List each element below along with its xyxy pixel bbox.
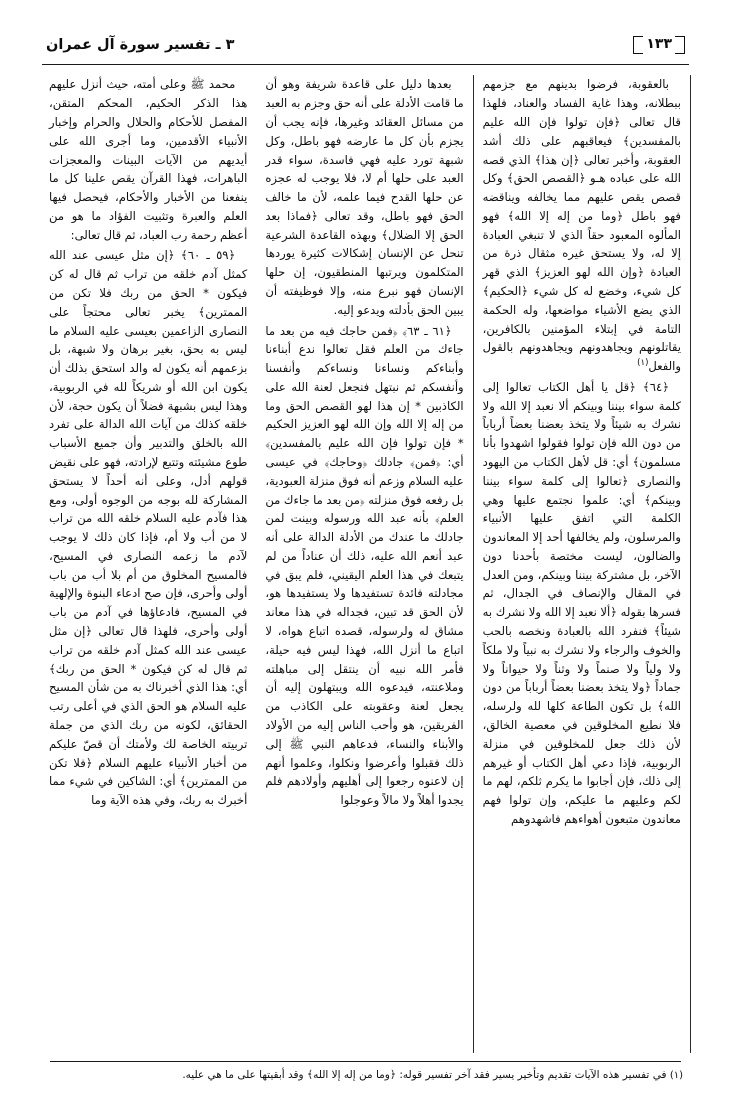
footnote-marker: (١) [669, 1070, 683, 1082]
footnote-divider [50, 1061, 681, 1062]
paragraph: محمد ﷺ وعلى أمته، حيث أنزل عليهم هذا الذكر الحكيم، المحكم المتقن، المفصل للأحكام والحلال والحرام وإخبار الأنبياء الأقدمين، وما أجرى الله على أيديهم من الآيات البينات والمعجزات الباهرات، فهذا القرآن يقص علينا كل ما ينفعنا من الأخبار والأحكام، فيحصل فيها العلم والعبرة وتثبيت الفؤاد ما هو من أعظم رحمة رب العباد، ثم قال تعالى: [49, 77, 248, 242]
paragraph: بالعقوبة، فرضوا بدينهم مع جزمهم ببطلانه، وهذا غاية الفساد والعناد، فلهذا قال تعالى ﴿فإن تولوا فإن الله عليم بالمفسدين﴾ فيعاقبهم على ذلك أشد العقوبة، وأخبر تعالى ﴿إن هذا﴾ الذي قصه الله على عباده هـو ﴿القصص الحق﴾ وكل قصص يقص عليهم مما يخالفه ويناقضه فهو باطل ﴿وما من إله إلا الله﴾ فهو المألوه المعبود حقاً الذي لا تنبغي العبادة إلا له، ولا يستحق غيره مثقال ذرة من العبادة ﴿وإن الله لهو العزيز﴾ الذي قهر كل شيء، وخضع له كل شيء ﴿الحكيم﴾ الذي يضع الأشياء مواضعها، وله الحكمة التامة في إبتلاء المؤمنين بالكافرين، يقاتلونهم ويجاهدونهم ويجاهدونهم بالقول والفعل$^{(١)}$ [482, 77, 681, 374]
column-left [474, 75, 691, 1053]
footnote-section [40, 1061, 691, 1084]
footnote-line [48, 1068, 683, 1084]
footnote-text: في تفسير هذه الآيات تقديم وتأخير يسير فقد آخر تفسير قوله: ﴿وما من إله إلا الله﴾ وقد أبقيتها على ما هي عليه. [182, 1069, 667, 1082]
text-columns [40, 75, 691, 1053]
page-header [40, 36, 691, 60]
paragraph: ﴿٦٤﴾ ﴿قل يا أهل الكتاب تعالوا إلى كلمة سواء بيننا وبينكم ألا نعبد إلا الله ولا نشرك به شيئاً ولا يتخذ بعضنا بعضاً أرباباً من دون الله فإن تولوا فقولوا اشهدوا بأنا مسلمون﴾ أي: قل لأهل الكتاب من اليهود والنصارى ﴿تعالوا إلى كلمة سواء بيننا وبينكم﴾ أي: علموا نجتمع عليها وهي الكلمة التي اتفق عليها الأنبياء والمرسلون، ولم يخالفها أحد إلا المعاندون والضالون، ليست مختصة بأحدنا دون الآخر، بل مشتركة بيننا وبينكم، ومن العدل في المقال والإنصاف في الجدال، ثم فسرها بقوله ﴿ألا نعبد إلا الله ولا نشرك به شيئاً﴾ فنفرد الله بالعبادة ونخصه بالحب والخوف والرجاء ولا نشرك به نبياً ولا ملكاً ولا ولياً ولا صنماً ولا وثناً ولا حيواناً ولا جماداً ﴿ولا يتخذ بعضنا بعضاً أرباباً من دون الله﴾ بل تكون الطاعة كلها لله ولرسله، فلا نطيع المخلوقين في معصية الخالق، لأن ذلك جعل للمخلوقين في منزلة الربوبية، فإذا دعي أهل الكتاب أو غيرهم إلى ذلك، فإن أجابوا ما يكرم ثلكم، لهم ما لكم وعليهم ما عليكم، وإن تولوا فهم معاندون متبعون أهواءهم فاشهدوهم [482, 379, 681, 826]
page-number: ١٣٣ [633, 36, 685, 54]
header-divider [42, 64, 689, 65]
paragraph: ﴿٦١ ـ ٦٣﴾ ﴿فمن حاجك فيه من بعد ما جاءك من العلم فقل تعالوا ندع أبناءنا وأبناءكم ونساءنا ونساءكم وأنفسنا وأنفسكم ثم نبتهل فنجعل لعنة الله على الكاذبين * إن هذا لهو القصص الحق وما من إله إلا الله وإن الله لهو العزيز الحكيم * فإن تولوا فإن الله عليم بالمفسدين﴾ أي: ﴿فمن﴾ جادلك ﴿وحاجك﴾ في عيسى عليه السلام وزعم أنه فوق منزلة العبودية، بل رفعه فوق منزلته ﴿من بعد ما جاءك من العلم﴾ بأنه عبد الله ورسوله وبينت لمن جادلك ما عندك من الأدلة الدالة على أنه عبد أنعم الله عليه، ذلك أن عناداً من لم يتبعك في هذا العلم اليقيني، فلم يبق في مجادلته فائدة تستفيدها ولا يستفيدها هو، لأن الحق قد تبين، فجداله في هذا معاند مشاق له ولرسوله، قصده اتباع هواه، لا اتباع ما أنزل الله، فهذا ليس فيه حيلة، فأمر الله نبيه أن ينتقل إلى مباهلته وملاعنته، فيدعوه الله ويبتهلون إليه أن يجعل لعنة وعقوبته على الكاذب من الفريقين، هو وأحب الناس إليه من الأولاد والأبناء والنساء، فدعاهم النبي ﷺ إلى ذلك فقبلوا وأعرضوا ونكلوا، وعلموا أنهم إن لاعنوه رجعوا إلى أهليهم وأولادهم فلم يجدوا أهلاً ولا مالاً وعوجلوا [265, 323, 464, 808]
column-middle [256, 75, 473, 1053]
page-header-title: ٣ ـ تفسير سورة آل عمران [46, 37, 235, 54]
paragraph: ﴿٥٩ ـ ٦٠﴾ ﴿إن مثل عيسى عند الله كمثل آدم خلقه من تراب ثم قال له كن فيكون * الحق من ربك فلا تكن من الممترين﴾ يخبر تعالى محتجاً على النصارى الزاعمين بعيسى عليه السلام ما ليس به بحق، بغير برهان ولا شبهة، بل بزعمهم أنه يكون له والد استحق بذلك أن يكون ابن الله أو شريكاً لله في الربوبية، وهذا ليس بشبهة فضلاً أن يكون حجة، لأن خلقه كذلك من آيات الله الدالة على تفرد الله بالخلق والتدبير وأن جميع الأسباب طوع مشيئته وتتبع لإرادته، فهو على نقيض قولهم أدل، وعلى أنه أحداً لا يستحق المشاركة لله بوجه من الوجوه أولى، ومع هذا فآدم عليه السلام خلقه الله من تراب لا من أب ولا أم، فإذا كان ذلك لا يوجب لآدم ما زعمه النصارى في المسيح، فالمسيح المخلوق من أم بلا أب من باب أولى وأحرى، فإن صح ادعاء البنوة والإلهية في المسيح، فادعاؤها في آدم من باب أولى وأحرى، فلهذا قال تعالى ﴿إن مثل عيسى عند الله كمثل آدم خلقه من تراب ثم قال له كن فيكون * الحق من ربك﴾ أي: هذا الذي أخبرناك به من شأن المسيح عليه السلام هو الحق الذي في أعلى رتب الحقائق، لكونه من ربك الذي من جملة تربيته الخاصة لك ولأمتك أن قصّ عليكم من أخبار الأنبياء عليهم السلام ﴿فلا تكن من الممترين﴾ أي: الشاكين في شيء مما أخبرك به ربك، وفي هذه الآية وما [49, 248, 248, 808]
paragraph: بعدها دليل على قاعدة شريفة وهو أن ما قامت الأدلة على أنه حق وجزم به العبد من مسائل العقائد وغيرها، فإنه يجب أن يجزم بأن كل ما عارضه فهو باطل، وكل شبهة تورد عليه فهي فاسدة، سواء قدر العبد على حلها أم لا، فلا يوجب له عجزه عن حلها القدح فيما علمه، لأن ما خالف الحق فهو باطل، وقد تعالى ﴿فماذا بعد الحق إلا الضلال﴾ وبهذه القاعدة الشرعية تنحل عن الإنسان إشكالات كثيرة يوردها المتكلمون ويرتبها المنطقيون، إن حلها الإنسان فهو نبرع منه، وإلا فوظيفته أن يبين الحق بأدلته ويدعو إليه. [265, 77, 464, 317]
column-right [40, 75, 256, 1053]
